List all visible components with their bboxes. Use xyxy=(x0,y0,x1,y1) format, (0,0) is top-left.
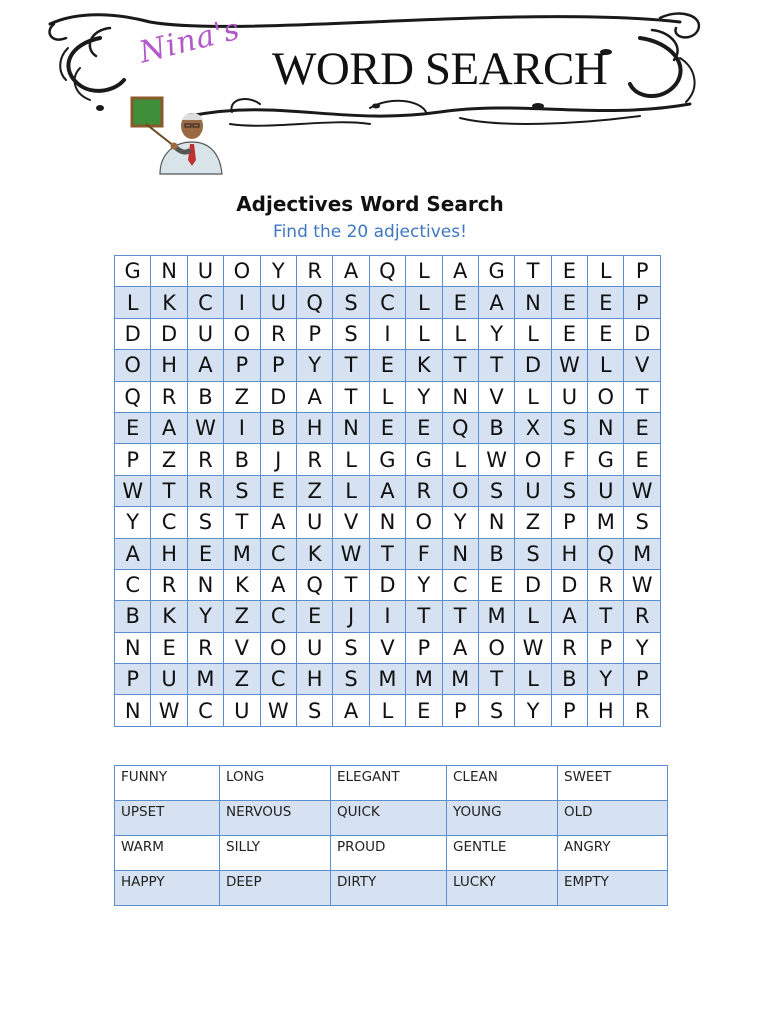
grid-cell: D xyxy=(515,350,551,381)
word-item: GENTLE xyxy=(447,836,558,871)
grid-cell: O xyxy=(478,632,514,663)
grid-cell: A xyxy=(369,475,405,506)
grid-cell: O xyxy=(224,318,260,349)
grid-cell: P xyxy=(624,287,660,318)
grid-cell: P xyxy=(588,632,624,663)
word-item: LUCKY xyxy=(447,871,558,906)
grid-row xyxy=(115,318,661,349)
grid-cell: W xyxy=(624,475,660,506)
grid-cell: O xyxy=(406,507,442,538)
grid-cell: B xyxy=(478,538,514,569)
grid-cell: P xyxy=(406,632,442,663)
grid-cell: R xyxy=(551,632,587,663)
grid-cell: R xyxy=(296,444,332,475)
grid-row xyxy=(115,287,661,318)
grid-cell: L xyxy=(442,444,478,475)
grid-cell: A xyxy=(260,569,296,600)
grid-cell: C xyxy=(369,287,405,318)
grid-cell: N xyxy=(515,287,551,318)
grid-cell: C xyxy=(260,538,296,569)
grid-cell: V xyxy=(369,632,405,663)
grid-cell: F xyxy=(551,444,587,475)
grid-cell: R xyxy=(187,444,223,475)
grid-cell: T xyxy=(442,350,478,381)
grid-cell: E xyxy=(296,601,332,632)
grid-cell: E xyxy=(624,412,660,443)
grid-cell: W xyxy=(115,475,151,506)
word-item: DEEP xyxy=(220,871,331,906)
grid-cell: T xyxy=(624,381,660,412)
grid-cell: E xyxy=(115,412,151,443)
word-item: UPSET xyxy=(115,801,220,836)
grid-cell: D xyxy=(369,569,405,600)
word-item: SILLY xyxy=(220,836,331,871)
grid-cell: K xyxy=(224,569,260,600)
grid-row xyxy=(115,256,661,287)
grid-cell: V xyxy=(333,507,369,538)
grid-cell: T xyxy=(515,256,551,287)
grid-cell: H xyxy=(151,350,187,381)
grid-cell: F xyxy=(406,538,442,569)
grid-cell: V xyxy=(478,381,514,412)
grid-cell: A xyxy=(151,412,187,443)
grid-cell: S xyxy=(224,475,260,506)
word-item: WARM xyxy=(115,836,220,871)
word-item: PROUD xyxy=(331,836,447,871)
grid-cell: Y xyxy=(115,507,151,538)
grid-cell: Y xyxy=(588,664,624,695)
grid-cell: A xyxy=(296,381,332,412)
grid-cell: C xyxy=(187,695,223,726)
teacher-icon xyxy=(130,94,226,176)
grid-cell: L xyxy=(406,256,442,287)
grid-cell: Y xyxy=(187,601,223,632)
grid-cell: H xyxy=(296,412,332,443)
grid-cell: W xyxy=(260,695,296,726)
grid-cell: C xyxy=(151,507,187,538)
word-item: ELEGANT xyxy=(331,766,447,801)
grid-cell: R xyxy=(406,475,442,506)
word-item: DIRTY xyxy=(331,871,447,906)
grid-cell: P xyxy=(115,664,151,695)
grid-cell: L xyxy=(115,287,151,318)
grid-cell: R xyxy=(588,569,624,600)
grid-cell: K xyxy=(151,601,187,632)
grid-cell: I xyxy=(224,287,260,318)
grid-cell: A xyxy=(115,538,151,569)
grid-cell: D xyxy=(624,318,660,349)
grid-cell: E xyxy=(624,444,660,475)
grid-cell: D xyxy=(151,318,187,349)
grid-cell: E xyxy=(369,412,405,443)
grid-cell: E xyxy=(551,256,587,287)
grid-cell: L xyxy=(442,318,478,349)
grid-cell: W xyxy=(515,632,551,663)
grid-cell: Y xyxy=(406,569,442,600)
grid-cell: T xyxy=(333,381,369,412)
grid-cell: E xyxy=(406,412,442,443)
grid-cell: M xyxy=(588,507,624,538)
brand-logo xyxy=(132,11,272,84)
grid-cell: L xyxy=(515,601,551,632)
grid-cell: S xyxy=(478,695,514,726)
grid-cell: R xyxy=(624,695,660,726)
grid-row xyxy=(115,444,661,475)
grid-cell: U xyxy=(515,475,551,506)
grid-cell: Z xyxy=(515,507,551,538)
brand-name: Nina's xyxy=(135,11,244,71)
grid-cell: E xyxy=(151,632,187,663)
grid-cell: Z xyxy=(151,444,187,475)
grid-cell: I xyxy=(369,601,405,632)
word-row xyxy=(115,871,668,906)
teacher-clipart xyxy=(130,94,226,176)
grid-cell: L xyxy=(406,287,442,318)
grid-cell: I xyxy=(369,318,405,349)
grid-cell: B xyxy=(260,412,296,443)
grid-row xyxy=(115,507,661,538)
grid-cell: E xyxy=(187,538,223,569)
grid-cell: T xyxy=(406,601,442,632)
grid-cell: O xyxy=(224,256,260,287)
grid-cell: N xyxy=(369,507,405,538)
grid-cell: A xyxy=(333,695,369,726)
grid-cell: M xyxy=(224,538,260,569)
grid-cell: E xyxy=(478,569,514,600)
grid-cell: T xyxy=(151,475,187,506)
grid-cell: U xyxy=(588,475,624,506)
grid-cell: S xyxy=(333,318,369,349)
grid-cell: U xyxy=(187,256,223,287)
grid-cell: O xyxy=(515,444,551,475)
grid-cell: H xyxy=(296,664,332,695)
grid-cell: R xyxy=(151,569,187,600)
grid-cell: N xyxy=(442,538,478,569)
grid-cell: G xyxy=(588,444,624,475)
grid-cell: W xyxy=(624,569,660,600)
grid-cell: U xyxy=(551,381,587,412)
word-item: OLD xyxy=(558,801,668,836)
letter-grid xyxy=(114,255,661,727)
grid-cell: Q xyxy=(442,412,478,443)
grid-cell: P xyxy=(296,318,332,349)
grid-cell: P xyxy=(551,695,587,726)
grid-cell: T xyxy=(369,538,405,569)
grid-cell: B xyxy=(478,412,514,443)
grid-cell: K xyxy=(296,538,332,569)
grid-cell: N xyxy=(588,412,624,443)
grid-cell: B xyxy=(224,444,260,475)
grid-cell: E xyxy=(442,287,478,318)
grid-cell: D xyxy=(515,569,551,600)
grid-cell: L xyxy=(515,318,551,349)
grid-cell: A xyxy=(187,350,223,381)
grid-cell: T xyxy=(333,350,369,381)
grid-cell: P xyxy=(260,350,296,381)
grid-cell: U xyxy=(296,632,332,663)
word-item: HAPPY xyxy=(115,871,220,906)
grid-cell: P xyxy=(224,350,260,381)
word-row xyxy=(115,836,668,871)
grid-cell: N xyxy=(151,256,187,287)
grid-cell: N xyxy=(442,381,478,412)
grid-cell: Y xyxy=(406,381,442,412)
grid-cell: C xyxy=(260,601,296,632)
grid-cell: D xyxy=(551,569,587,600)
grid-cell: S xyxy=(478,475,514,506)
grid-cell: C xyxy=(187,287,223,318)
grid-cell: U xyxy=(260,287,296,318)
grid-cell: G xyxy=(478,256,514,287)
grid-row xyxy=(115,632,661,663)
grid-cell: Y xyxy=(296,350,332,381)
grid-cell: T xyxy=(442,601,478,632)
grid-cell: J xyxy=(260,444,296,475)
grid-cell: A xyxy=(260,507,296,538)
grid-row xyxy=(115,350,661,381)
puzzle-instructions: Find the 20 adjectives! xyxy=(273,222,467,242)
grid-cell: W xyxy=(478,444,514,475)
word-row xyxy=(115,766,668,801)
grid-cell: P xyxy=(551,507,587,538)
grid-cell: E xyxy=(588,287,624,318)
grid-cell: T xyxy=(333,569,369,600)
grid-cell: Q xyxy=(296,569,332,600)
grid-cell: H xyxy=(588,695,624,726)
grid-cell: G xyxy=(369,444,405,475)
grid-cell: C xyxy=(115,569,151,600)
grid-cell: A xyxy=(442,632,478,663)
grid-row xyxy=(115,538,661,569)
word-item: ANGRY xyxy=(558,836,668,871)
grid-cell: W xyxy=(551,350,587,381)
grid-cell: T xyxy=(478,350,514,381)
grid-cell: U xyxy=(187,318,223,349)
word-item: YOUNG xyxy=(447,801,558,836)
word-item: SWEET xyxy=(558,766,668,801)
grid-cell: R xyxy=(187,475,223,506)
grid-cell: G xyxy=(406,444,442,475)
grid-cell: W xyxy=(333,538,369,569)
grid-cell: A xyxy=(442,256,478,287)
grid-cell: W xyxy=(151,695,187,726)
grid-cell: S xyxy=(333,664,369,695)
grid-cell: H xyxy=(551,538,587,569)
grid-cell: X xyxy=(515,412,551,443)
grid-cell: S xyxy=(296,695,332,726)
word-item: QUICK xyxy=(331,801,447,836)
grid-cell: T xyxy=(224,507,260,538)
grid-cell: E xyxy=(551,287,587,318)
grid-cell: R xyxy=(187,632,223,663)
grid-cell: D xyxy=(115,318,151,349)
grid-cell: U xyxy=(296,507,332,538)
grid-cell: L xyxy=(369,381,405,412)
grid-cell: Q xyxy=(369,256,405,287)
grid-cell: O xyxy=(115,350,151,381)
grid-cell: P xyxy=(624,664,660,695)
grid-cell: Z xyxy=(224,381,260,412)
grid-row xyxy=(115,381,661,412)
grid-cell: N xyxy=(478,507,514,538)
grid-cell: M xyxy=(369,664,405,695)
grid-cell: R xyxy=(624,601,660,632)
grid-cell: J xyxy=(333,601,369,632)
grid-cell: B xyxy=(115,601,151,632)
grid-cell: L xyxy=(515,664,551,695)
grid-cell: N xyxy=(115,695,151,726)
grid-cell: S xyxy=(333,287,369,318)
grid-cell: A xyxy=(478,287,514,318)
grid-cell: N xyxy=(115,632,151,663)
grid-cell: T xyxy=(588,601,624,632)
grid-row xyxy=(115,412,661,443)
grid-cell: E xyxy=(369,350,405,381)
grid-cell: Q xyxy=(296,287,332,318)
grid-cell: O xyxy=(442,475,478,506)
grid-cell: M xyxy=(406,664,442,695)
grid-cell: A xyxy=(333,256,369,287)
grid-cell: B xyxy=(551,664,587,695)
word-list xyxy=(114,765,668,906)
grid-cell: G xyxy=(115,256,151,287)
grid-cell: E xyxy=(551,318,587,349)
grid-cell: L xyxy=(369,695,405,726)
grid-cell: L xyxy=(588,350,624,381)
word-item: LONG xyxy=(220,766,331,801)
grid-cell: S xyxy=(333,632,369,663)
grid-cell: Q xyxy=(115,381,151,412)
grid-cell: Z xyxy=(224,601,260,632)
grid-cell: Y xyxy=(478,318,514,349)
word-item: NERVOUS xyxy=(220,801,331,836)
word-item: CLEAN xyxy=(447,766,558,801)
grid-cell: M xyxy=(187,664,223,695)
grid-cell: L xyxy=(588,256,624,287)
grid-cell: P xyxy=(115,444,151,475)
grid-cell: C xyxy=(260,664,296,695)
grid-cell: T xyxy=(478,664,514,695)
grid-cell: N xyxy=(187,569,223,600)
grid-cell: Y xyxy=(515,695,551,726)
word-item: EMPTY xyxy=(558,871,668,906)
grid-cell: V xyxy=(624,350,660,381)
grid-cell: P xyxy=(442,695,478,726)
grid-cell: D xyxy=(260,381,296,412)
grid-cell: R xyxy=(296,256,332,287)
grid-cell: S xyxy=(515,538,551,569)
grid-cell: W xyxy=(187,412,223,443)
grid-cell: Q xyxy=(588,538,624,569)
grid-cell: M xyxy=(478,601,514,632)
grid-cell: S xyxy=(551,475,587,506)
grid-cell: U xyxy=(224,695,260,726)
grid-cell: R xyxy=(260,318,296,349)
grid-cell: B xyxy=(187,381,223,412)
grid-cell: Y xyxy=(624,632,660,663)
grid-cell: L xyxy=(333,444,369,475)
grid-row xyxy=(115,664,661,695)
grid-cell: S xyxy=(551,412,587,443)
grid-cell: M xyxy=(442,664,478,695)
grid-cell: Y xyxy=(442,507,478,538)
grid-row xyxy=(115,475,661,506)
header-banner xyxy=(40,8,720,178)
puzzle-title: Adjectives Word Search xyxy=(236,192,504,216)
grid-cell: E xyxy=(260,475,296,506)
page-title: WORD SEARCH xyxy=(272,43,608,95)
grid-cell: V xyxy=(224,632,260,663)
grid-cell: Y xyxy=(260,256,296,287)
grid-row xyxy=(115,569,661,600)
grid-cell: E xyxy=(588,318,624,349)
grid-cell: K xyxy=(406,350,442,381)
word-item: FUNNY xyxy=(115,766,220,801)
grid-cell: U xyxy=(151,664,187,695)
grid-row xyxy=(115,695,661,726)
grid-cell: Z xyxy=(224,664,260,695)
grid-cell: C xyxy=(442,569,478,600)
grid-cell: H xyxy=(151,538,187,569)
grid-cell: I xyxy=(224,412,260,443)
grid-cell: L xyxy=(333,475,369,506)
word-row xyxy=(115,801,668,836)
grid-cell: A xyxy=(551,601,587,632)
grid-cell: Z xyxy=(296,475,332,506)
grid-cell: K xyxy=(151,287,187,318)
grid-cell: R xyxy=(151,381,187,412)
grid-cell: O xyxy=(588,381,624,412)
grid-cell: L xyxy=(406,318,442,349)
grid-cell: O xyxy=(260,632,296,663)
grid-cell: S xyxy=(187,507,223,538)
grid-row xyxy=(115,601,661,632)
grid-cell: S xyxy=(624,507,660,538)
grid-cell: P xyxy=(624,256,660,287)
grid-cell: N xyxy=(333,412,369,443)
grid-cell: L xyxy=(515,381,551,412)
grid-cell: M xyxy=(624,538,660,569)
grid-cell: E xyxy=(406,695,442,726)
